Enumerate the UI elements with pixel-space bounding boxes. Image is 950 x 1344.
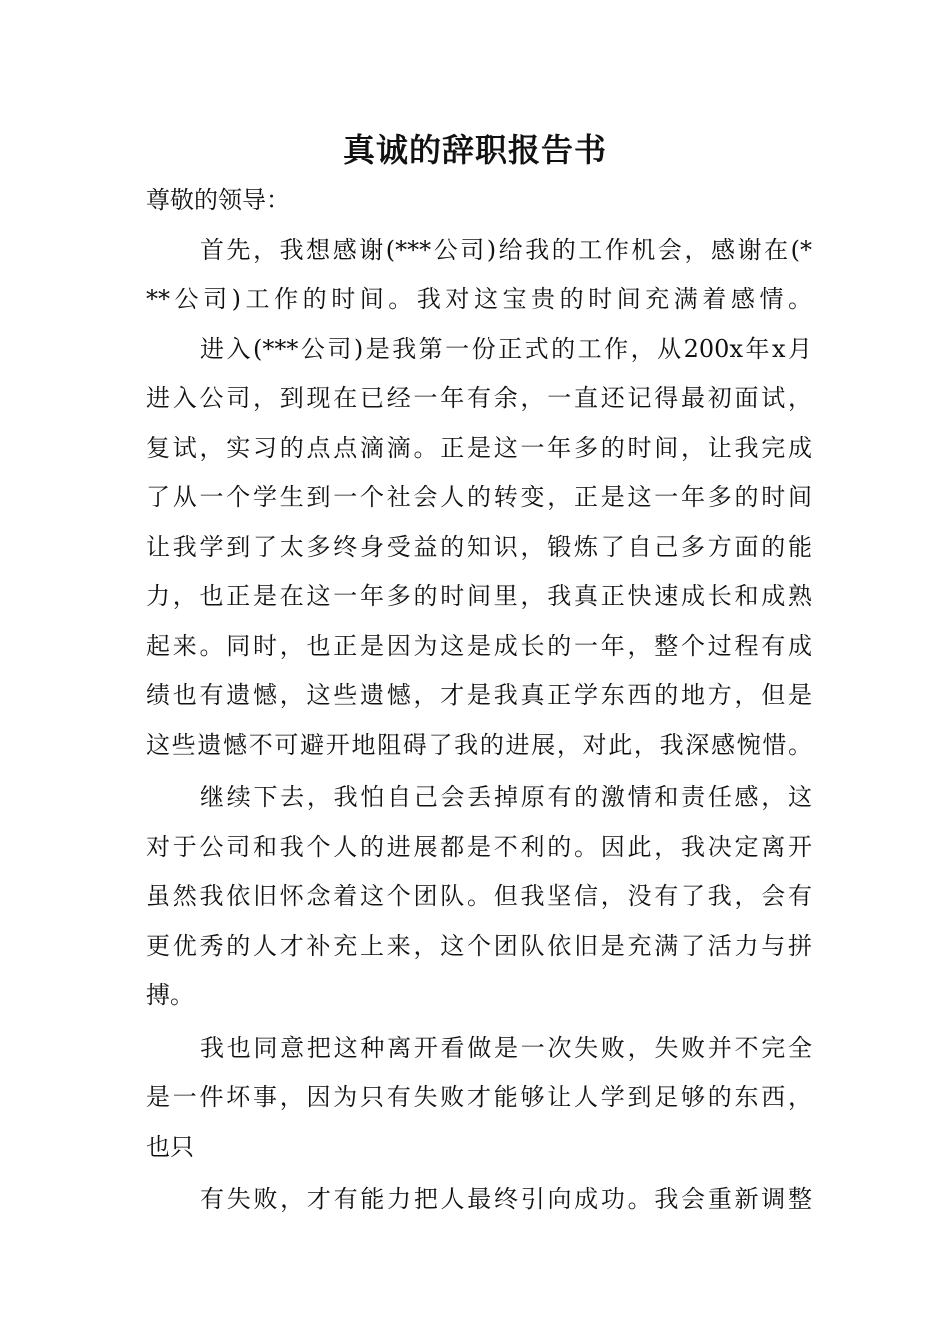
salutation: 尊敬的领导：	[146, 186, 290, 214]
text-line: 也只	[146, 1132, 194, 1161]
document-title: 真诚的辞职报告书	[342, 131, 607, 169]
letter-body	[146, 176, 812, 1225]
text-line: 对于公司和我个人的进展都是不利的。因此，我决定离开	[146, 832, 812, 861]
paragraph-3	[146, 773, 812, 1021]
text-line: 进入公司，到现在已经一年有余，一直还记得最初面试，	[146, 384, 812, 412]
text-line: 这些遗憾不可避开地阻碍了我的进展，对此，我深感惋惜。	[146, 730, 812, 759]
text-line: 虽然我依旧怀念着这个团队。但我坚信，没有了我，会有	[146, 882, 812, 910]
text-line: 首先，我想感谢(***公司)给我的工作机会，感谢在(*	[200, 235, 812, 264]
text-line: 我也同意把这种离开看做是一次失败，失败并不完全	[200, 1033, 812, 1062]
text-line: 继续下去，我怕自己会丢掉原有的激情和责任感，这	[200, 783, 812, 811]
text-line: **公司)工作的时间。我对这宝贵的时间充满着感情。	[146, 285, 812, 313]
text-line: 让我学到了太多终身受益的知识，锻炼了自己多方面的能	[146, 532, 812, 561]
text-line: 绩也有遗憾，这些遗憾，才是我真正学东西的地方，但是	[146, 681, 812, 709]
text-line: 起来。同时，也正是因为这是成长的一年，整个过程有成	[146, 631, 812, 660]
text-line: 是一件坏事，因为只有失败才能够让人学到足够的东西，	[146, 1083, 812, 1111]
paragraph-4	[146, 1024, 812, 1173]
text-line: 搏。	[146, 981, 194, 1009]
text-line: 力，也正是在这一年多的时间里，我真正快速成长和成熟	[146, 582, 812, 610]
paragraph-1	[146, 226, 812, 325]
text-line: 复试，实习的点点滴滴。正是这一年多的时间，让我完成	[146, 433, 812, 462]
text-line: 更优秀的人才补充上来，这个团队依旧是充满了活力与拼	[146, 931, 812, 960]
text-line: 进入(***公司)是我第一份正式的工作，从200x年x月	[200, 334, 812, 363]
paragraph-2	[146, 325, 812, 771]
text-line: 了从一个学生到一个社会人的转变，正是这一年多的时间	[146, 483, 812, 511]
paragraph-5	[146, 1175, 812, 1225]
text-line: 有失败，才有能力把人最终引向成功。我会重新调整	[200, 1185, 812, 1213]
